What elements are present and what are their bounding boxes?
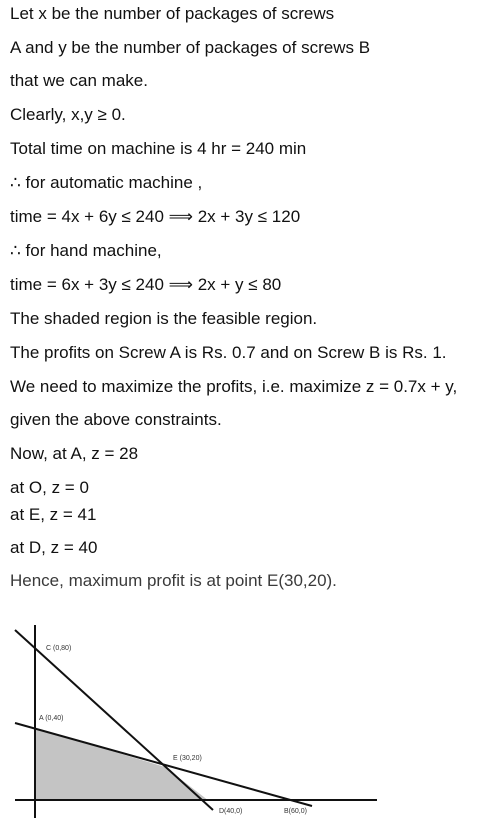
text-line-10: The shaded region is the feasible region. — [10, 309, 318, 328]
point-label-e: E (30,20) — [173, 755, 202, 762]
text-line-17: at D, z = 40 — [10, 538, 98, 557]
point-label-a: A (0,40) — [39, 715, 64, 722]
text-line-12: We need to maximize the profits, i.e. maximize z = 0.7x + y, — [10, 377, 458, 396]
text-line-18: Hence, maximum profit is at point E(30,20). — [10, 571, 337, 590]
text-line-8: ∴ for hand machine, — [10, 241, 162, 260]
feasible-region-graph — [0, 620, 493, 835]
text-line-9: time = 6x + 3y ≤ 240 ⟹ 2x + y ≤ 80 — [10, 275, 282, 294]
text-line-3: that we can make. — [10, 71, 148, 90]
point-label-c: C (0,80) — [46, 645, 72, 652]
text-line-16: at E, z = 41 — [10, 505, 97, 524]
text-line-15: at O, z = 0 — [10, 478, 89, 497]
point-label-d: D(40,0) — [219, 808, 243, 815]
text-line-7: time = 4x + 6y ≤ 240 ⟹ 2x + 3y ≤ 120 — [10, 207, 301, 226]
text-line-6: ∴ for automatic machine , — [10, 173, 203, 192]
text-line-5: Total time on machine is 4 hr = 240 min — [10, 139, 307, 158]
feasible-region — [35, 728, 209, 801]
text-line-1: Let x be the number of packages of screws — [10, 4, 335, 23]
text-line-2: A and y be the number of packages of screws B — [10, 38, 371, 57]
point-label-b: B(60,0) — [284, 808, 307, 815]
text-line-11: The profits on Screw A is Rs. 0.7 and on Screw B is Rs. 1. — [10, 343, 447, 362]
text-line-14: Now, at A, z = 28 — [10, 444, 139, 463]
text-line-13: given the above constraints. — [10, 410, 222, 429]
text-line-4: Clearly, x,y ≥ 0. — [10, 105, 126, 124]
